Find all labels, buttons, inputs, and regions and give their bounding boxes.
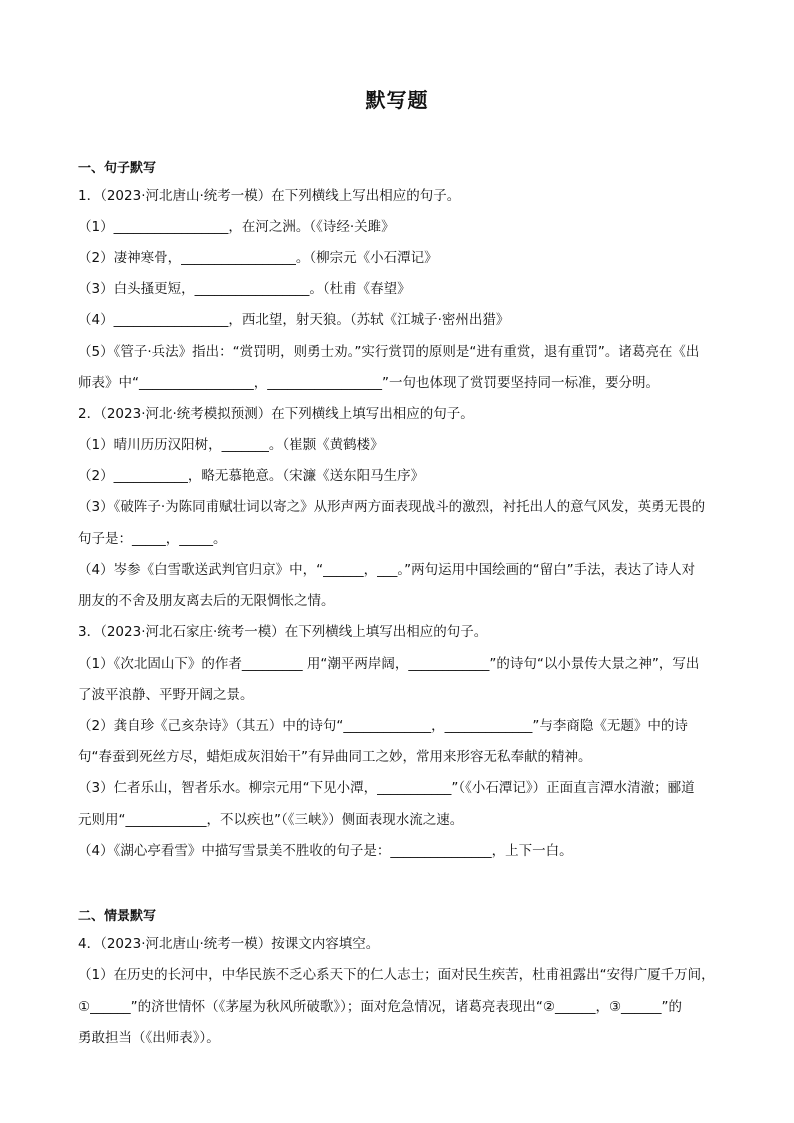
page-title: 默写题 (365, 88, 429, 112)
question-3-item-1-line-1: （1）《次北固山下》的作者_________ 用“潮平两岸阔，____________”的诗句“以小景传大景之神”，写出 (78, 656, 700, 672)
question-4-item-1-line-3: 勇敢担当（《出师表》）。 (78, 1030, 220, 1046)
question-3-item-4: （4）《湖心亭看雪》中描写雪景美不胜收的句子是：_______________，上下一白。 (78, 843, 573, 859)
question-1-item-4: （4）_________________，西北望，射天狼。（苏轼《江城子·密州出猎》 (78, 312, 510, 328)
question-2-item-1: （1）晴川历历汉阳树，_______。（崔颢《黄鹤楼》 (78, 437, 384, 453)
question-2-item-2: （2）___________，略无慕艳意。（宋濂《送东阳马生序》 (78, 468, 425, 484)
question-1-item-5-line-1: （5）《管子·兵法》指出：“赏罚明，则勇士劝。”实行赏罚的原则是“进有重赏，退有重罚”。诸葛亮在《出 (78, 344, 700, 360)
question-3-item-2-line-1: （2）龚自珍《己亥杂诗》（其五）中的诗句“_____________，_____________”与李商隐《无题》中的诗 (78, 718, 688, 734)
question-2-item-3-line-1: （3）《破阵子·为陈同甫赋壮词以寄之》从形声两方面表现战斗的激烈，衬托出人的意气风发，英勇无畏的 (78, 499, 706, 515)
question-3-stem: 3．（2023·河北石家庄·统考一模）在下列横线上填写出相应的句子。 (78, 624, 488, 640)
question-4-item-1-line-2: ①______”的济世情怀（《茅屋为秋风所破歌》）；面对危急情况，诸葛亮表现出“②______，③______”的 (78, 999, 683, 1015)
question-2-item-4-line-2: 朋友的不舍及朋友离去后的无限惆怅之情。 (78, 593, 335, 609)
question-4-stem: 4．（2023·河北唐山·统考一模）按课文内容填空。 (78, 936, 380, 952)
question-3-item-2-line-2: 句“春蚕到死丝方尽，蜡炬成灰泪始干”有异曲同工之妙，常用来形容无私奉献的精神。 (78, 749, 592, 765)
question-3-item-1-line-2: 了波平浪静、平野开阔之景。 (78, 687, 254, 703)
question-1-stem: 1．（2023·河北唐山·统考一模）在下列横线上写出相应的句子。 (78, 188, 461, 204)
question-1-item-1: （1）_________________，在河之洲。（《诗经·关雎》 (78, 219, 395, 235)
question-4-item-1-line-1: （1）在历史的长河中，中华民族不乏心系天下的仁人志士；面对民生疾苦，杜甫祖露出“安得广厦千万间， (78, 967, 715, 983)
question-3-item-3-line-1: （3）仁者乐山，智者乐水。柳宗元用“下见小潭，___________”（《小石潭记》）正面直言潭水清澈；郦道 (78, 780, 695, 796)
question-2-item-4-line-1: （4）岑参《白雪歌送武判官归京》中，“______，___。”两句运用中国绘画的“留白”手法，表达了诗人对 (78, 562, 696, 578)
question-2-stem: 2．（2023·河北·统考模拟预测）在下列横线上填写出相应的句子。 (78, 406, 474, 422)
question-1-item-3: （3）白头搔更短，_________________。（杜甫《春望》 (78, 281, 411, 297)
question-1-item-5-line-2: 师表》中“_________________，_________________”一句也体现了赏罚要坚持同一标准，要分明。 (78, 375, 659, 391)
section-heading-sentence-dictation: 一、句子默写 (78, 161, 157, 176)
question-2-item-3-line-2: 句子是：_____，_____。 (78, 531, 227, 547)
section-heading-situational-dictation: 二、情景默写 (78, 909, 157, 924)
question-3-item-3-line-2: 元则用“____________，不以疾也”（《三峡》）侧面表现水流之速。 (78, 812, 464, 828)
question-1-item-2: （2）凄神寒骨，_________________。（柳宗元《小石潭记》 (78, 250, 438, 266)
